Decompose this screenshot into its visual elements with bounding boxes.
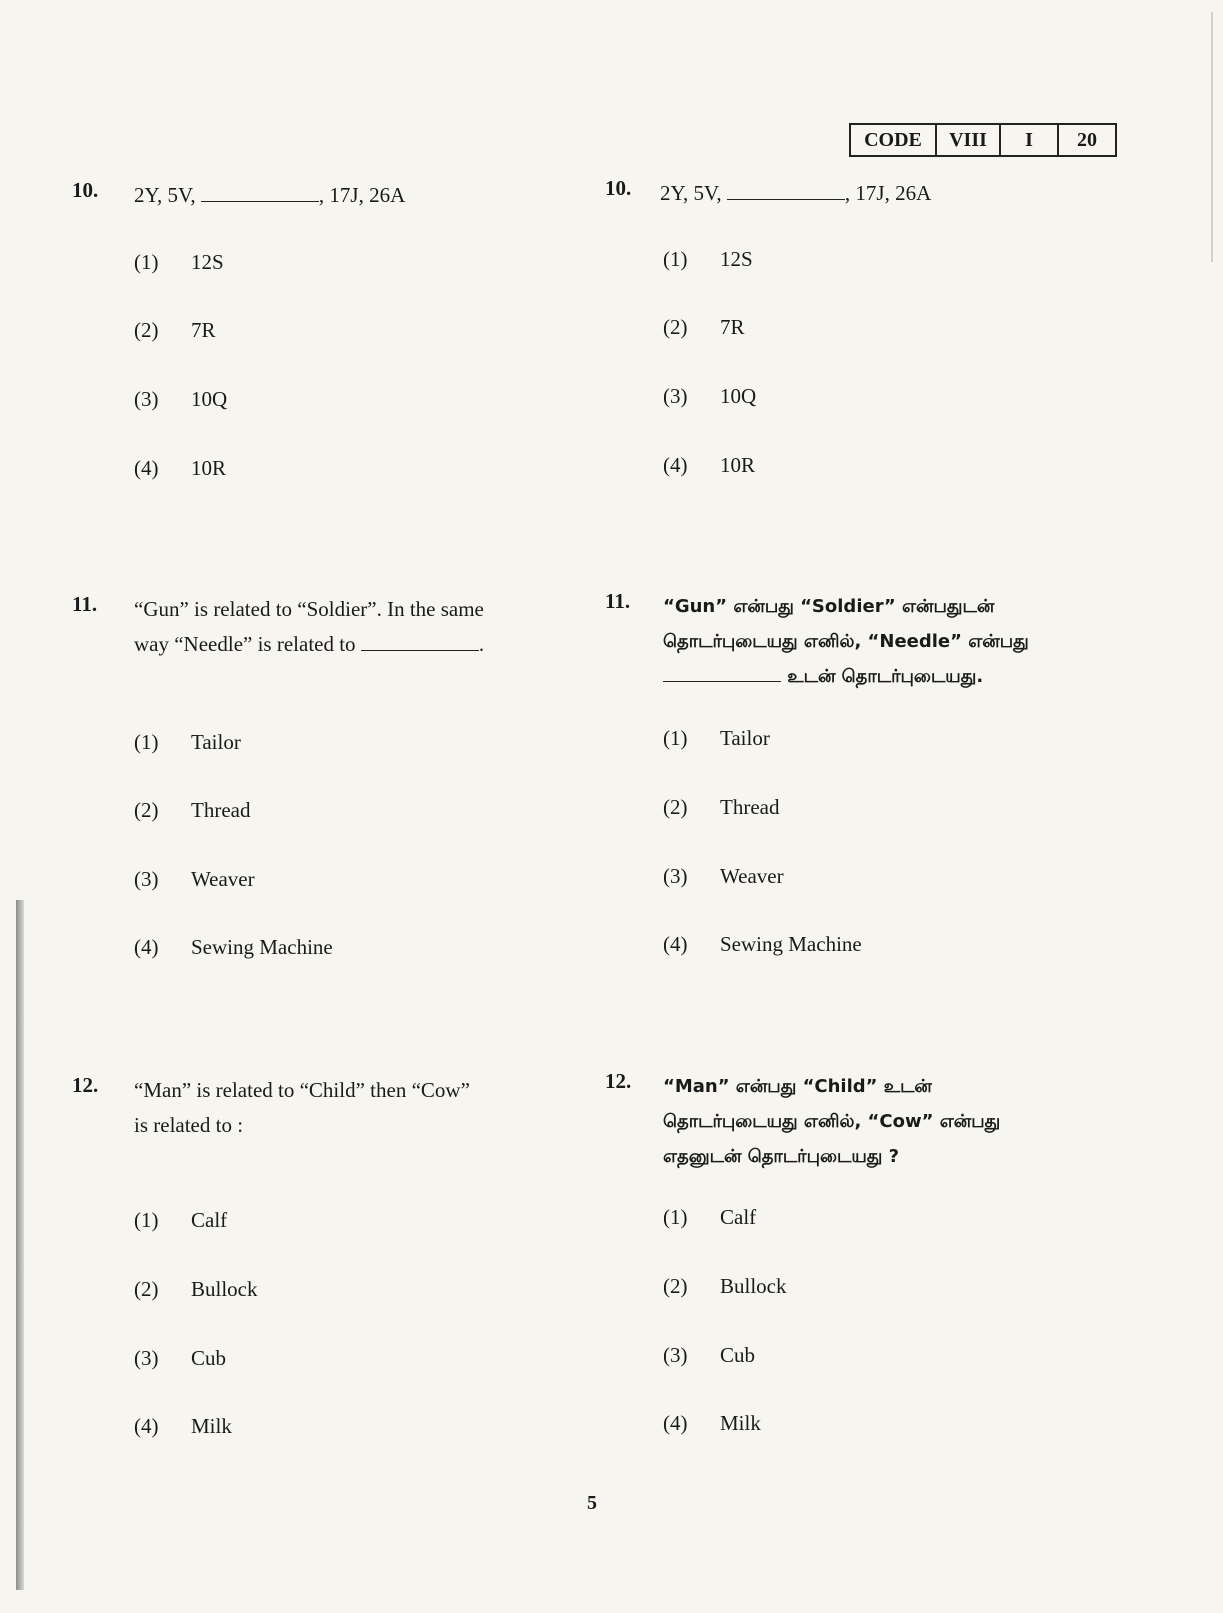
option-4 [663,932,862,957]
question-line: தொடர்புடையது எனில், “Cow” என்பது [663,1111,1001,1132]
option-4 [134,1414,232,1439]
option-text: 12S [720,247,753,271]
option-3 [663,384,756,409]
option-text: Tailor [191,730,241,754]
sequence-start: 2Y, 5V, [134,183,196,207]
question-line: “Man” is related to “Child” then “Cow” [134,1078,470,1102]
question-line [134,627,564,662]
option-text: Tailor [720,726,770,750]
option-number: (4) [663,1411,688,1435]
option-2 [134,798,250,823]
page-right-edge [1211,12,1213,262]
code-label: CODE [851,125,937,155]
option-text: Weaver [191,867,255,891]
option-4 [134,456,226,481]
option-text: 12S [191,250,224,274]
question-line: எதனுடன் தொடர்புடையது ? [663,1146,900,1167]
option-number: (4) [663,932,688,956]
option-number: (3) [663,384,688,408]
option-text: Bullock [720,1274,787,1298]
question-number: 12. [605,1069,632,1093]
option-3 [134,1346,226,1371]
sequence-end: , 17J, 26A [318,183,406,207]
option-number: (3) [663,864,688,888]
option-3 [663,1343,755,1368]
option-1 [134,250,224,275]
question-line: “Gun” என்பது “Soldier” என்பதுடன் [663,596,995,617]
option-1 [134,1208,227,1233]
option-text: Sewing Machine [191,935,333,959]
question-text [663,1069,1083,1174]
option-text: Cub [720,1343,756,1367]
option-number: (4) [134,1414,159,1438]
code-box [849,123,1117,157]
option-number: (1) [663,726,688,750]
option-text: Thread [720,795,780,819]
option-text: 7R [191,318,216,342]
option-number: (4) [134,456,159,480]
option-text: 7R [720,315,745,339]
question-number: 10. [605,176,632,200]
question-line: “Man” என்பது “Child” உடன் [663,1076,932,1097]
page-number: 5 [587,1492,597,1514]
option-text: Weaver [720,864,784,888]
option-number: (2) [663,1274,688,1298]
option-2 [663,315,745,340]
question-line-text: way “Needle” is related to [134,632,356,656]
question-text [134,178,564,213]
question-number: 12. [72,1073,99,1097]
option-1 [663,247,753,272]
code-part: I [1001,125,1059,155]
option-text: 10Q [720,384,757,408]
option-2 [663,795,779,820]
option-1 [663,726,770,751]
option-3 [134,387,227,412]
option-2 [663,1274,787,1299]
option-text: 10R [191,456,227,480]
option-number: (1) [663,1205,688,1229]
question-text [134,592,564,662]
option-number: (2) [663,795,688,819]
option-1 [663,1205,756,1230]
option-2 [134,318,216,343]
page-edge-shadow [16,900,24,1590]
option-4 [663,1411,761,1436]
option-number: (3) [134,1346,159,1370]
option-text: Cub [191,1346,227,1370]
option-text: 10R [720,453,756,477]
option-number: (2) [134,318,159,342]
option-number: (2) [663,315,688,339]
question-number: 11. [72,592,98,616]
option-1 [134,730,241,755]
code-series: VIII [937,125,1001,155]
option-text: 10Q [191,387,228,411]
question-line: “Gun” is related to “Soldier”. In the same [134,597,484,621]
option-4 [134,935,333,960]
answer-blank [201,185,319,202]
option-text: Thread [191,798,251,822]
option-2 [134,1277,258,1302]
option-number: (4) [663,453,688,477]
question-line [663,659,1083,694]
sequence-end: , 17J, 26A [844,181,932,205]
option-number: (1) [134,1208,159,1232]
option-number: (3) [134,867,159,891]
option-number: (3) [663,1343,688,1367]
question-number: 10. [72,178,99,202]
question-line-end: . [478,632,485,656]
option-number: (1) [134,250,159,274]
option-number: (2) [134,1277,159,1301]
answer-blank [727,183,845,200]
option-number: (4) [134,935,159,959]
question-line: is related to : [134,1113,244,1137]
option-number: (2) [134,798,159,822]
option-3 [134,867,255,892]
option-text: Sewing Machine [720,932,862,956]
option-text: Milk [191,1414,232,1438]
option-number: (1) [663,247,688,271]
option-3 [663,864,784,889]
answer-blank [663,665,781,682]
option-text: Bullock [191,1277,258,1301]
option-text: Calf [720,1205,757,1229]
question-number: 11. [605,589,631,613]
code-number: 20 [1077,128,1097,151]
question-line-text: உடன் தொடர்புடையது. [787,666,984,687]
option-number: (3) [134,387,159,411]
sequence-start: 2Y, 5V, [660,181,722,205]
question-text [134,1073,564,1143]
question-text [660,176,1090,211]
option-text: Calf [191,1208,228,1232]
question-text [663,589,1083,694]
option-number: (1) [134,730,159,754]
option-4 [663,453,755,478]
option-text: Milk [720,1411,761,1435]
answer-blank [361,634,479,651]
question-line: தொடர்புடையது எனில், “Needle” என்பது [663,631,1029,652]
